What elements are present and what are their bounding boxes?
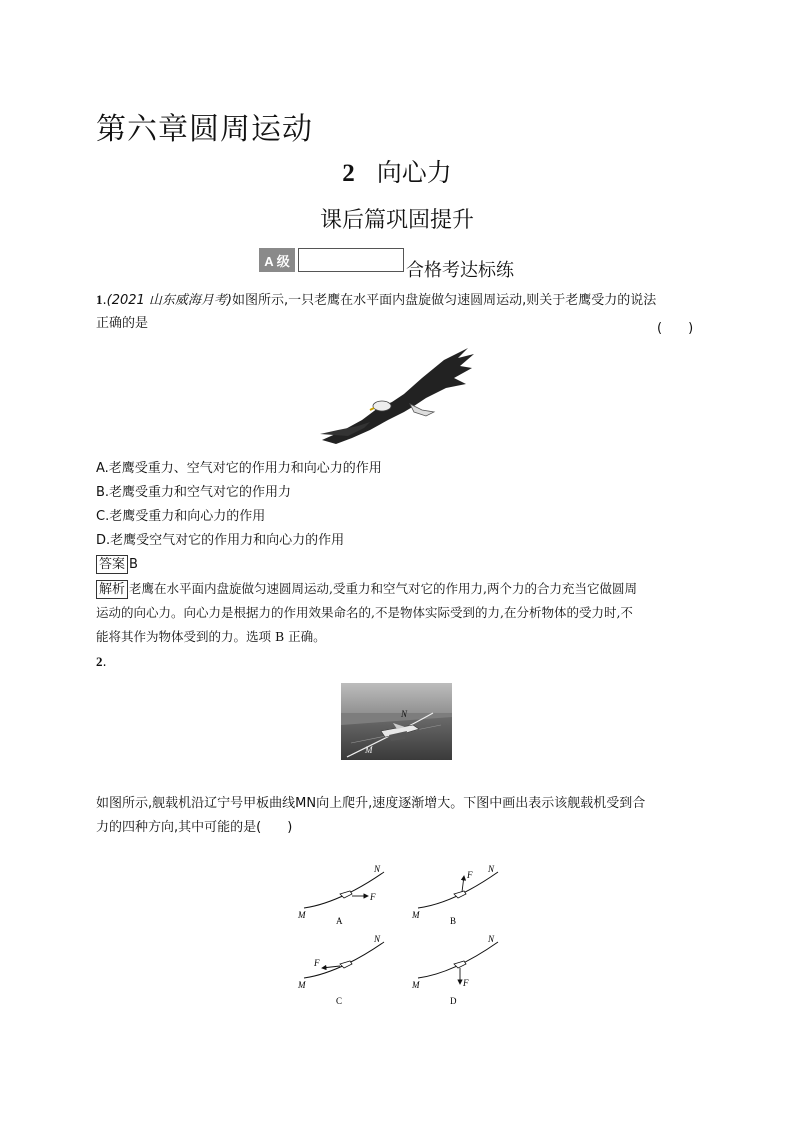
diagram-b-option: B <box>450 916 457 926</box>
diagram-a-option: A <box>336 916 343 926</box>
diagram-c-option: C <box>336 996 343 1006</box>
diagram-d-m: M <box>412 980 420 990</box>
q2-number-line: 2. <box>96 654 107 670</box>
q1-answer: B <box>129 557 138 572</box>
q1-explain-line1 <box>96 577 637 601</box>
diagram-c-n: N <box>374 934 381 944</box>
section-title: 向心力 <box>376 158 452 187</box>
diagram-b-force: F <box>467 870 473 880</box>
diagram-c-m: M <box>298 980 306 990</box>
q1-option-c: C.老鹰受重力和向心力的作用 <box>96 509 266 524</box>
q1-explain-text1: 老鹰在水平面内盘旋做匀速圆周运动,受重力和空气对它的作用力,两个力的合力充当它做圆周 <box>129 581 637 596</box>
level-name: 合格考达标练 <box>406 260 514 281</box>
section-heading <box>0 153 794 189</box>
diagram-c <box>297 934 384 1006</box>
diagram-a-force: F <box>370 892 376 902</box>
page-subtitle: 课后篇巩固提升 <box>319 208 474 233</box>
q1-stem-line1: 1.(2021 山东威海月考)如图所示,一只老鹰在水平面内盘旋做匀速圆周运动,则关于老鹰受力的说法 <box>96 292 657 308</box>
q1-answer-line <box>96 553 138 577</box>
q1-number: 1 <box>96 292 103 307</box>
diagram-d-n: N <box>488 934 495 944</box>
diagram-a-m: M <box>298 910 306 920</box>
diagram-d-force: F <box>463 978 469 988</box>
q1-stem-line2: 正确的是 <box>96 316 149 331</box>
diagram-b <box>411 864 498 926</box>
diagram-b-m: M <box>412 910 420 920</box>
q1-option-a: A.老鹰受重力、空气对它的作用力和向心力的作用 <box>96 461 382 476</box>
diagram-c-force: F <box>314 958 320 968</box>
diagram-d <box>411 934 498 1006</box>
force-diagrams <box>288 858 518 1016</box>
level-badge: A 级 <box>259 248 295 272</box>
q1-option-d: D.老鹰受空气对它的作用力和向心力的作用 <box>96 533 345 548</box>
q1-explain-line3: 能将其作为物体受到的力。选项 B 正确。 <box>96 629 326 644</box>
chapter-title: 第六章圆周运动 <box>96 112 313 147</box>
diagram-a <box>297 864 384 926</box>
diagram-b-n: N <box>488 864 495 874</box>
q1-source: (2021 山东威海月考) <box>106 293 233 308</box>
diagram-d-option: D <box>450 996 457 1006</box>
section-number: 2 <box>342 160 355 187</box>
answer-label: 答案 <box>96 555 128 574</box>
q1-answer-paren: ( ) <box>657 321 694 336</box>
explain-label: 解析 <box>96 580 128 599</box>
photo-label-m: M <box>365 745 373 755</box>
q2-stem-line1: 如图所示,舰载机沿辽宁号甲板曲线MN向上爬升,速度逐渐增大。下图中画出表示该舰载机受到合 <box>96 796 646 811</box>
q2-stem-line2: 力的四种方向,其中可能的是( ) <box>96 820 293 835</box>
eagle-image <box>318 346 478 446</box>
photo-label-n: N <box>401 709 408 719</box>
carrier-photo <box>341 683 452 760</box>
level-box <box>298 248 404 272</box>
q1-option-b: B.老鹰受重力和空气对它的作用力 <box>96 485 292 500</box>
q1-explain-line2: 运动的向心力。向心力是根据力的作用效果命名的,不是物体实际受到的力,在分析物体的受力时,不 <box>96 605 633 620</box>
q1-stem-text1: 如图所示,一只老鹰在水平面内盘旋做匀速圆周运动,则关于老鹰受力的说法 <box>232 293 657 308</box>
q2-number: 2 <box>96 654 103 669</box>
diagram-a-n: N <box>374 864 381 874</box>
